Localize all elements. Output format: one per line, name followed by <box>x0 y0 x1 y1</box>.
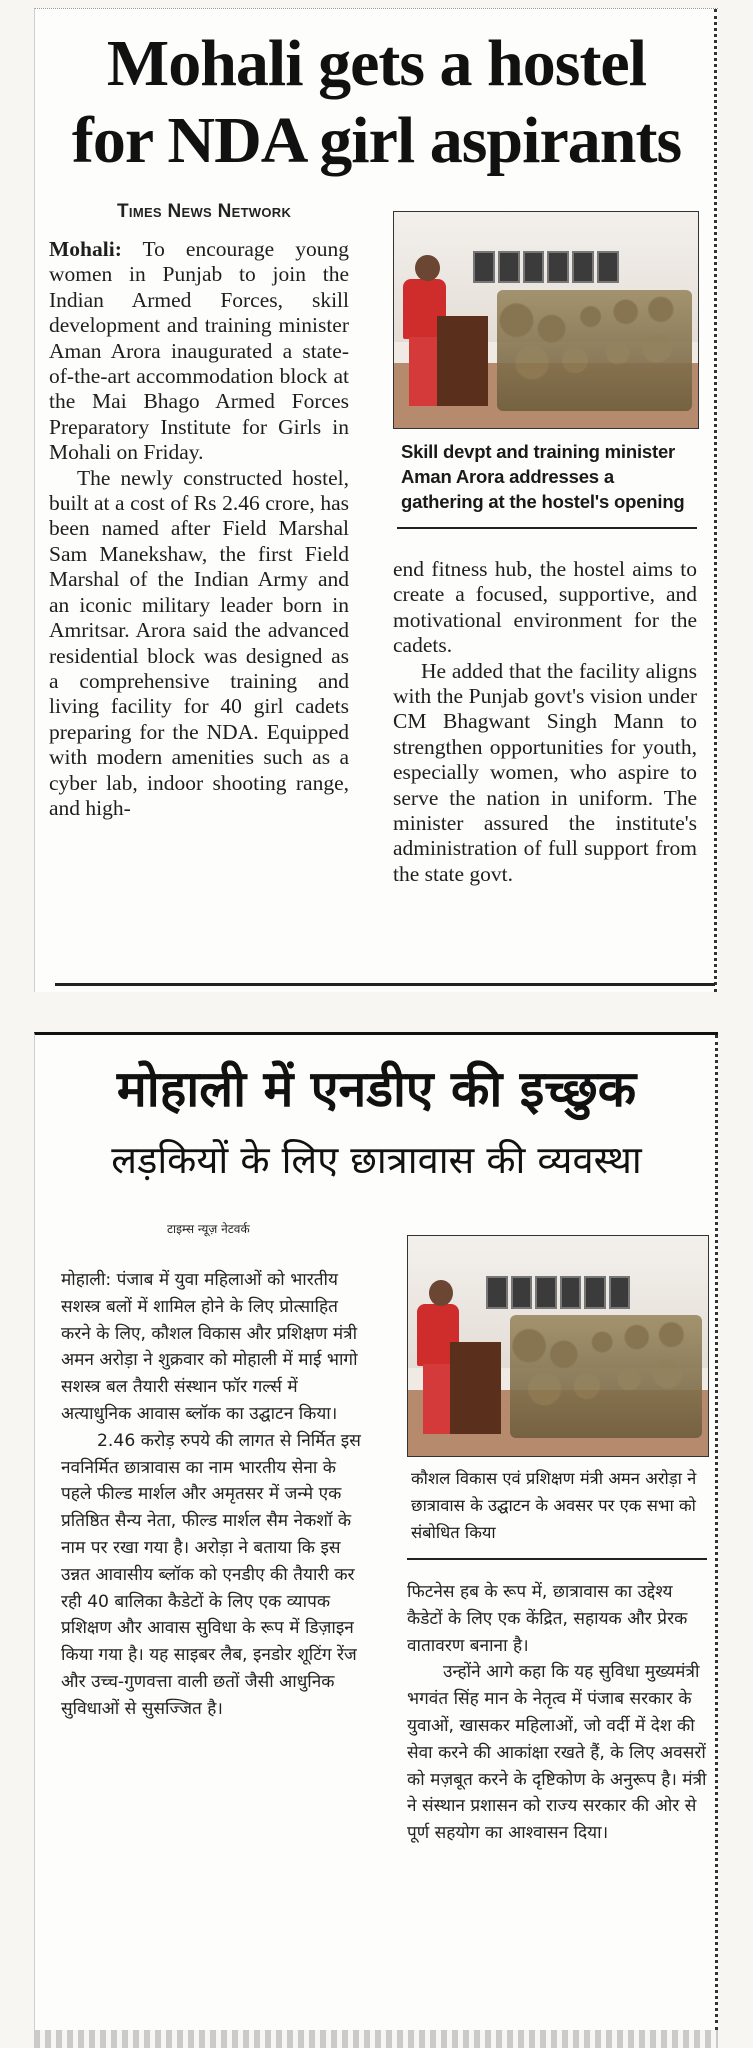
paragraph-4: उन्होंने आगे कहा कि यह सुविधा मुख्यमंत्री भगवंत सिंह मान के नेतृत्व में पंजाब सरकार के युवाओं, खासकर महिलाओं, जो वर्दी में देश की सेवा करने की आकांक्षा रखते हैं, के लिए अवसरों को मज़बूत करने के दृष्टिकोण के अनुरूप है। मंत्री ने संस्थान प्रशासन को राज्य सरकार की ओर से पूर्ण सहयोग का आश्वासन दिया। <box>407 1662 707 1844</box>
caption-rule <box>407 1558 707 1560</box>
article-column-2 <box>407 1579 713 1847</box>
headline-line-1: मोहाली में एनडीए की इच्छुक <box>116 1060 637 1118</box>
paragraph-1: मोहाली: पंजाब में युवा महिलाओं को भारतीय सशस्त्र बलों में शामिल होने के लिए प्रोत्साहित करने के लिए, कौशल विकास और प्रशिक्षण मंत्री अमन अरोड़ा ने शुक्रवार को मोहाली में माई भागो सशस्त्र बल तैयारी संस्थान फॉर गर्ल्स में अत्याधुनिक आवास ब्लॉक का उद्घाटन किया। <box>61 1270 358 1424</box>
bottom-rule <box>55 983 715 986</box>
article-photo <box>407 1235 709 1457</box>
headline-line-1: Mohali gets a hostel <box>106 27 647 100</box>
article-photo <box>393 211 699 429</box>
article-column-2 <box>393 557 697 887</box>
dateline: Mohali: <box>49 237 122 261</box>
torn-bottom-edge <box>34 2030 718 2048</box>
byline: टाइम्स न्यूज़ नेटवर्क <box>167 1222 250 1236</box>
paragraph-3: फिटनेस हब के रूप में, छात्रावास का उद्देश्य कैडेटों के लिए एक केंद्रित, सहायक और प्रेरक वातावरण बनाना है। <box>407 1582 688 1656</box>
headline-line-2: for NDA girl aspirants <box>71 104 682 177</box>
byline: Times News Network <box>117 201 292 222</box>
photo-caption: कौशल विकास एवं प्रशिक्षण मंत्री अमन अरोड़ा ने छात्रावास के उद्घाटन के अवसर पर एक सभा को संबोधित किया <box>411 1469 697 1542</box>
hindi-article <box>34 1032 718 2030</box>
paragraph-2-part-1: The newly constructed hostel, built at a cost of Rs 2.46 crore, has been named after Field Marshal Sam Manekshaw, the first Field Marshal of the Indian Army and an iconic military leader born in Amritsar. Arora said the advanced residential block was designed as a comprehensive training and living facility for 40 girl cadets preparing for the NDA. Equipped with modern amenities such as a cyber lab, indoor shooting range, and high- <box>49 465 349 820</box>
headline-line-2: लड़कियों के लिए छात्रावास की व्यवस्था <box>111 1138 642 1182</box>
paragraph-1: To encourage young women in Punjab to join the Indian Armed Forces, skill development and training minister Aman Arora inaugurated a state-of-the-art accommodation block at the Mai Bhago Armed Forces Preparatory Institute for Girls in Mohali on Friday. <box>49 237 349 465</box>
caption-rule <box>397 527 697 529</box>
paragraph-2-part-2: end fitness hub, the hostel aims to create a focused, supportive, and motivational environment for the cadets. <box>393 557 697 658</box>
paragraph-2: 2.46 करोड़ रुपये की लागत से निर्मित इस नवनिर्मित छात्रावास का नाम भारतीय सेना के पहले फील्ड मार्शल और अमृतसर में जन्मे एक प्रतिष्ठित सैन्य नेता, फील्ड मार्शल सैम नेकशॉ के नाम पर रखा गया है। अरोड़ा ने बताया कि इस उन्नत आवासीय ब्लॉक को एनडीए की तैयारी कर रही 40 बालिका कैडेटों के लिए एक व्यापक प्रशिक्षण और आवास सुविधा के रूप में डिज़ाइन किया गया है। यह साइबर लैब, इनडोर शूटिंग रेंज और उच्च-गुणवत्ता वाली छतों जैसी आधुनिक सुविधाओं से सुसज्जित है। <box>61 1430 361 1719</box>
photo-caption: Skill devpt and training minister Aman Arora addresses a gathering at the hostel's opening <box>401 441 685 512</box>
article-column-1 <box>61 1267 371 1723</box>
paragraph-3: He added that the facility aligns with the Punjab govt's vision under CM Bhagwant Singh Mann to strengthen opportunities for youth, especially women, who aspire to serve the nation in uniform. The minister assured the institute's administration of full support from the state govt. <box>393 658 697 886</box>
english-article <box>34 8 718 992</box>
article-column-1 <box>49 237 349 821</box>
